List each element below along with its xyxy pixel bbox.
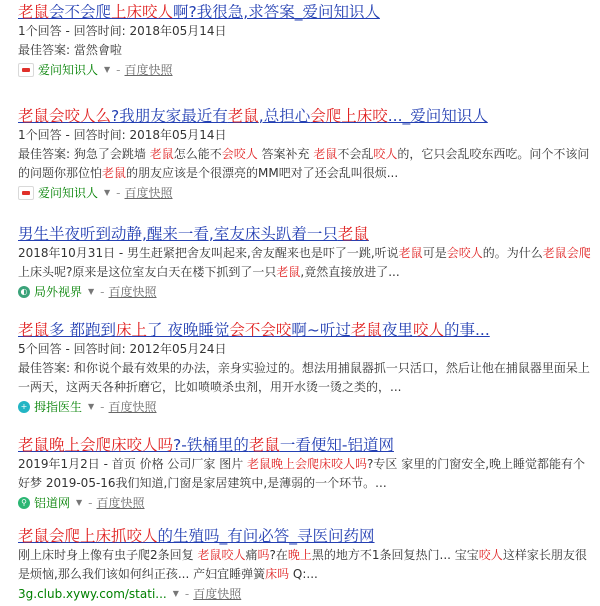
keyword-highlight: 会咬人 [446,246,483,260]
iask-logo-icon [18,63,34,77]
separator: - [184,587,190,601]
chevron-down-icon[interactable]: ▼ [88,402,95,411]
keyword-highlight: 会不会咬 [229,321,292,339]
result-title-link[interactable] [18,320,593,340]
result-source[interactable]: 拇指医生 [34,400,83,414]
text-segment: 不会乱 [337,147,374,161]
separator: - [100,400,105,414]
keyword-highlight: 会爬上床咬 [310,107,388,125]
keyword-highlight: 老鼠 [102,166,127,180]
result-meta: 1个回答 - 回答时间: 2018年05月14日 [18,24,227,38]
text-segment: ,竟然直接放进了... [300,265,400,279]
globe-icon: ◐ [18,286,30,298]
result-title-link[interactable] [18,106,593,126]
text-segment: 最佳答案: 當然會啦 [18,43,122,57]
keyword-highlight: 老鼠 [227,107,259,125]
text-segment: 痛 [245,548,258,562]
text-segment: 啊?我很急,求答案_爱问知识人 [173,3,380,21]
text-segment: 的，它只会乱咬东西吃。问个不该问的问题你那位怕 [18,147,590,180]
text-segment: 怎么能不 [173,147,222,161]
keyword-highlight: 老鼠 [276,265,301,279]
text-segment: ?我朋友家最近有 [111,107,228,125]
snapshot-link[interactable]: 百度快照 [124,63,173,77]
separator: - [116,186,121,200]
text-segment: 夜里 [381,321,413,339]
keyword-highlight: 老鼠 [337,225,369,243]
snapshot-link[interactable]: 百度快照 [124,186,173,200]
chevron-down-icon[interactable]: ▼ [104,188,111,197]
search-result [18,2,593,80]
result-source-url[interactable]: 3g.club.xywy.com/stati... [18,587,167,601]
keyword-highlight: 老鼠会咬人么 [18,107,112,125]
search-result [18,106,593,203]
text-segment: ..._爱问知识人 [387,107,488,125]
text-segment: 答案补充 [257,147,314,161]
search-result [18,224,593,302]
text-segment: Q:... [289,567,318,581]
aluminum-site-icon: ⚲ [18,497,30,509]
result-source-line [18,60,593,80]
search-result [18,526,593,604]
text-segment: 2018年10月31日 - 男生赶紧把舍友叫起来,舍友醒来也是吓了一跳,听说 [18,246,399,260]
text-segment: 这样家长朋友很是烦恼,那么我们该如何纠正孩... 产妇宜睡弹簧 [18,548,587,581]
text-segment: 一看便知-铝道网 [279,436,394,454]
result-snippet [18,145,593,183]
text-segment: 啊~听过 [291,321,351,339]
keyword-highlight: 会咬人 [221,147,258,161]
keyword-highlight: 老鼠咬人 [197,548,246,562]
text-segment: 的。为什么 [482,246,543,260]
keyword-highlight: 咬人 [412,321,444,339]
text-segment: ?-铁桶里的 [173,436,249,454]
text-segment: 刚上床时身上像有虫子爬2条回复 [18,548,198,562]
keyword-highlight: 老鼠晚上会爬床咬人吗 [247,457,368,471]
result-source-line [18,183,593,203]
separator: - [100,285,105,299]
result-snippet [18,546,593,584]
result-snippet [18,41,593,60]
result-meta: 1个回答 - 回答时间: 2018年05月14日 [18,128,227,142]
result-source[interactable]: 爱问知识人 [38,63,99,77]
text-segment: 的生殖吗_有问必答_寻医问药网 [157,527,375,545]
keyword-highlight: 晚上 [287,548,312,562]
keyword-highlight: 老鼠 [398,246,423,260]
text-segment: ?专区 家里的门窗安全,晚上睡觉都能有个好梦 2019-05-16我们知道,门窗是家居建筑中,是薄弱的一个环节。... [18,457,586,490]
keyword-highlight: 老鼠 [18,321,50,339]
text-segment: 上床头呢?原来是这位室友白天在楼下抓到了一只 [18,265,277,279]
snapshot-link[interactable]: 百度快照 [193,587,242,601]
chevron-down-icon[interactable]: ▼ [104,65,111,74]
result-source-line [18,584,593,604]
text-segment: 的朋友应该是个很漂亮的MM吧对了还会乱叫很烦... [126,166,399,180]
text-segment: 多 都跑到 [49,321,116,339]
keyword-highlight: 老鼠晚上会爬床咬人吗 [18,436,174,454]
text-segment: 可是 [422,246,447,260]
text-segment: 男生半夜听到动静,醒来一看,室友床头趴着一只 [18,225,338,243]
keyword-highlight: 咬人 [373,147,398,161]
search-result [18,435,593,513]
result-title-link[interactable] [18,435,593,455]
result-title-link[interactable] [18,224,593,244]
keyword-highlight: 上床咬人 [111,3,174,21]
keyword-highlight: 老鼠 [313,147,338,161]
text-segment: 黑的地方不1条回复热门... 宝宝 [311,548,479,562]
snapshot-link[interactable]: 百度快照 [108,400,157,414]
result-source-line [18,493,593,513]
keyword-highlight: 老鼠 [248,436,280,454]
keyword-highlight: 咬人 [478,548,503,562]
text-segment: 最佳答案: 狗急了会跳墙 [18,147,150,161]
result-title-link[interactable] [18,2,593,22]
result-source[interactable]: 局外视界 [34,285,83,299]
text-segment: ?在 [269,548,288,562]
keyword-highlight: 吗 [257,548,270,562]
result-source[interactable]: 铝道网 [34,496,71,510]
chevron-down-icon[interactable]: ▼ [88,287,95,296]
chevron-down-icon[interactable]: ▼ [76,498,83,507]
keyword-highlight: 床上 [115,321,147,339]
separator: - [88,496,93,510]
keyword-highlight: 老鼠 [18,3,50,21]
keyword-highlight: 床吗 [265,567,290,581]
result-source-line [18,282,593,302]
snapshot-link[interactable]: 百度快照 [96,496,145,510]
text-segment: 会不会爬 [49,3,112,21]
result-source-line [18,397,593,417]
separator: - [116,63,121,77]
result-snippet [18,359,593,397]
text-segment: 了 夜晚睡觉 [146,321,230,339]
keyword-highlight: 老鼠 [149,147,174,161]
snapshot-link[interactable]: 百度快照 [108,285,157,299]
search-result [18,320,593,417]
result-snippet [18,455,593,493]
keyword-highlight: 老鼠 [350,321,382,339]
iask-logo-icon [18,186,34,200]
text-segment: 最佳答案: 和你说个最有效果的办法，亲身实验过的。想法用捕鼠器抓一只活口，然后让他在捕鼠器里面呆上一两天，这两天各种折磨它，比如喷喷杀虫剂，用开水烫一烫之类的，... [18,361,590,394]
result-title-link[interactable] [18,526,593,546]
chevron-down-icon[interactable]: ▼ [172,589,179,598]
text-segment: ,总担心 [258,107,311,125]
keyword-highlight: 老鼠会爬 [542,246,591,260]
text-segment: 的事... [443,321,490,339]
result-source[interactable]: 爱问知识人 [38,186,99,200]
text-segment: 2019年1月2日 - 首页 价格 公司厂家 图片 [18,457,248,471]
keyword-highlight: 老鼠会爬上床抓咬人 [18,527,158,545]
result-meta: 5个回答 - 回答时间: 2012年05月24日 [18,342,227,356]
result-snippet [18,244,593,282]
doctor-icon: + [18,401,30,413]
